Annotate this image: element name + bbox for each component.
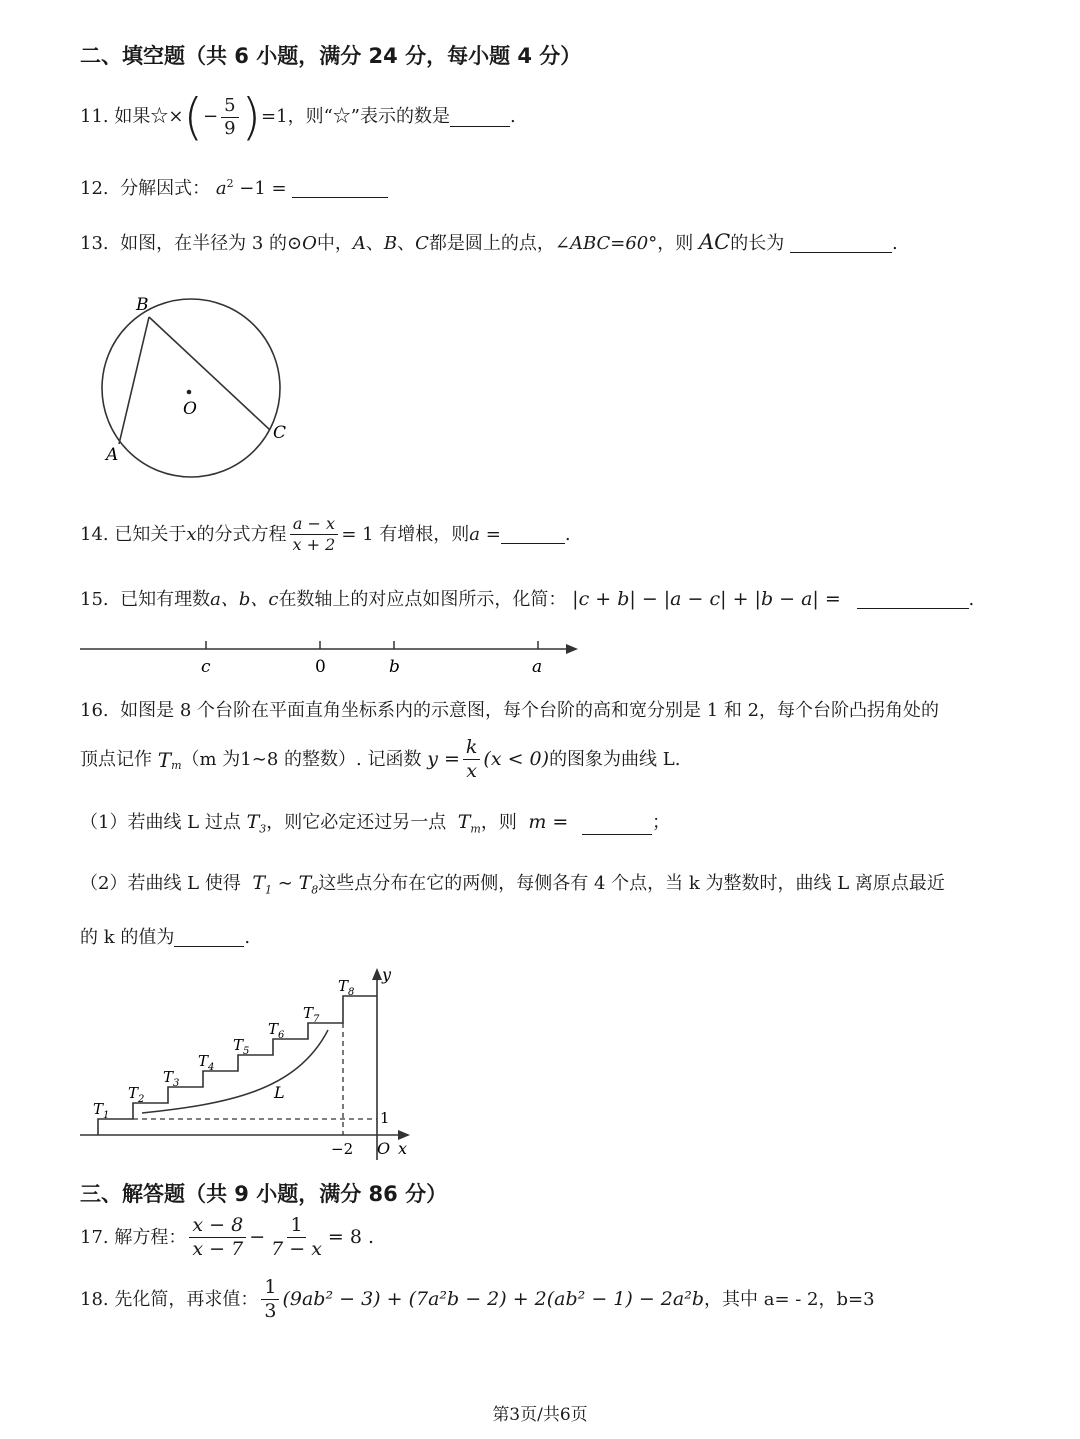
question-text: 的图象为曲线 L. — [549, 748, 681, 770]
subscript: 1 — [265, 883, 272, 897]
period: . — [244, 927, 251, 948]
question-text: 在数轴上的对应点如图所示，化简： — [278, 589, 567, 610]
label-t8: $T_8$ — [338, 977, 355, 998]
separator: 、 — [365, 233, 384, 254]
question-number: 12. — [80, 178, 109, 199]
question-13 — [80, 232, 898, 253]
tilde: ∼ — [277, 873, 293, 894]
page-footer: 第3页/共6页 — [492, 1405, 588, 1425]
label-t5: $T_5$ — [233, 1036, 250, 1057]
question-text: 都是圆上的点， — [428, 233, 555, 254]
minus-sign: − — [202, 106, 219, 127]
arrow-head — [566, 644, 578, 654]
math-var: O — [302, 233, 317, 254]
math-var: B — [383, 233, 398, 254]
math-expr: −1 = — [239, 178, 287, 199]
label-one: 1 — [380, 1109, 390, 1127]
question-text: ，则它必定还过另一点 — [266, 812, 447, 833]
question-text: =1，则“☆”表示的数是 — [261, 106, 450, 127]
section-3-heading: 三、解答题（共 9 小题，满分 86 分） — [80, 1182, 448, 1206]
question-17 — [80, 1216, 374, 1259]
equation-rhs: = 8 . — [327, 1226, 375, 1248]
question-text: 中， — [316, 233, 353, 254]
question-number: 14. — [80, 523, 109, 545]
label-curve-l: L — [274, 1083, 285, 1102]
label-t4: $T_4$ — [198, 1052, 215, 1073]
exponent: 2 — [226, 177, 234, 190]
question-16-line-1 — [80, 702, 939, 720]
label-origin: O — [377, 1139, 391, 1158]
label-c: c — [201, 657, 211, 677]
math-var: T — [157, 747, 172, 772]
question-text: 的分式方程 — [196, 523, 287, 545]
label-b: b — [389, 657, 400, 677]
math-var: A — [352, 233, 366, 254]
question-text: （1）若曲线 L 过点 — [80, 812, 241, 833]
question-text: 如图，在半径为 3 的⊙ — [120, 233, 303, 254]
number-line — [76, 632, 586, 682]
question-text: 如果☆× — [114, 106, 184, 127]
denominator: x — [466, 760, 478, 782]
question-16-part-1 — [80, 813, 670, 835]
denominator: 7 − x — [271, 1238, 322, 1260]
separator: 、 — [397, 233, 416, 254]
arc-label: AC — [699, 230, 731, 254]
subscript: m — [470, 822, 481, 836]
label-t6: $T_6$ — [268, 1020, 285, 1041]
math-var: m = — [528, 811, 569, 833]
question-16-part-2 — [80, 874, 945, 896]
math-var: T — [252, 872, 265, 894]
subscript: m — [171, 759, 182, 772]
y-axis-arrow — [372, 968, 382, 980]
numerator: k — [463, 738, 481, 760]
answer-blank[interactable] — [790, 234, 892, 253]
math-var: T — [246, 811, 260, 833]
fraction — [261, 1278, 279, 1321]
question-18 — [80, 1278, 875, 1321]
question-text: ，则 — [480, 812, 517, 833]
denominator: 3 — [264, 1300, 277, 1322]
math-vars: a、b、c — [210, 589, 279, 610]
segment-bc — [149, 317, 270, 430]
math-var: T — [298, 872, 312, 894]
label-b: B — [136, 295, 149, 315]
answer-blank[interactable] — [857, 590, 969, 609]
fraction — [290, 516, 339, 553]
label-t3: $T_3$ — [163, 1068, 180, 1089]
question-number: 13. — [80, 233, 109, 254]
question-text: 先化简，再求值： — [114, 1288, 259, 1310]
angle-expr: ∠ABC=60° — [554, 233, 658, 254]
answer-blank[interactable] — [174, 928, 244, 947]
question-text: 顶点记作 — [80, 748, 152, 770]
label-t7: $T_7$ — [303, 1004, 320, 1025]
left-paren: ( — [183, 88, 203, 146]
numerator: 5 — [221, 97, 238, 118]
question-number: 15. — [80, 589, 109, 610]
question-text: 解方程： — [114, 1226, 187, 1248]
abs-expression: |c + b| − |a − c| + |b − a| = — [572, 588, 841, 610]
math-var: x — [186, 523, 197, 545]
segment-ba — [119, 317, 149, 444]
answer-blank[interactable] — [450, 108, 510, 127]
label-t1: $T_1$ — [93, 1100, 110, 1121]
question-text: 已知有理数 — [120, 589, 211, 610]
minus-sign: − — [249, 1226, 266, 1248]
label-a: A — [106, 445, 119, 465]
question-text: 分解因式： — [120, 178, 211, 199]
circle-o — [102, 299, 280, 477]
denominator: x − 7 — [192, 1238, 244, 1260]
question-11 — [80, 88, 516, 146]
right-paren: ) — [241, 88, 262, 146]
label-t2: $T_2$ — [128, 1084, 145, 1105]
question-16-line-2 — [80, 738, 680, 781]
center-point-o — [187, 390, 192, 395]
function-lhs: y = — [427, 748, 460, 770]
arc-ac — [699, 230, 730, 254]
denominator: x + 2 — [292, 535, 336, 554]
label-zero: 0 — [315, 657, 326, 677]
question-text: （2）若曲线 L 使得 — [80, 873, 241, 894]
label-a: a — [532, 657, 543, 677]
period: . — [891, 233, 898, 254]
domain-condition: (x < 0) — [483, 748, 550, 770]
semicolon: ； — [652, 812, 671, 833]
label-x: x — [398, 1139, 408, 1158]
fraction — [189, 1216, 246, 1259]
staircase — [98, 996, 377, 1135]
answer-blank[interactable] — [501, 525, 565, 544]
math-var: T — [457, 811, 471, 833]
staircase-figure — [76, 964, 416, 1164]
numerator: x − 8 — [189, 1216, 246, 1238]
question-number: 18. — [80, 1288, 109, 1310]
numerator: 1 — [287, 1216, 305, 1238]
math-expression: (9ab² − 3) + (7a²b − 2) + 2(ab² − 1) − 2a²b — [282, 1288, 704, 1310]
label-minus-two: −2 — [331, 1140, 354, 1158]
question-12 — [80, 178, 388, 198]
question-text: ，其中 a= - 2，b=3 — [704, 1288, 875, 1310]
question-text: 已知关于 — [114, 523, 187, 545]
question-number: 11. — [80, 106, 109, 127]
subscript: 8 — [311, 883, 319, 897]
math-var: C — [415, 233, 429, 254]
question-14 — [80, 516, 571, 553]
subscript: 3 — [259, 822, 267, 836]
answer-blank[interactable] — [582, 816, 652, 835]
numerator: 1 — [261, 1278, 279, 1300]
fraction — [268, 1216, 325, 1259]
circle-figure — [90, 288, 300, 478]
period: . — [510, 106, 516, 127]
question-text: （m 为1∼8 的整数）. 记函数 — [181, 748, 422, 770]
label-c: C — [273, 423, 287, 443]
question-15 — [80, 590, 974, 609]
math-var: a — [215, 178, 227, 199]
question-text: 如图是 8 个台阶在平面直角坐标系内的示意图，每个台阶的高和宽分别是 1 和 2，每个台阶凸拐角处的 — [120, 700, 940, 721]
question-text: 的 k 的值为 — [80, 927, 175, 948]
question-number: 17. — [80, 1226, 109, 1248]
fraction — [221, 94, 238, 139]
answer-blank[interactable] — [292, 179, 388, 198]
label-y: y — [382, 965, 392, 984]
question-text: 的长为 — [730, 233, 785, 254]
question-text: ，则 — [657, 233, 694, 254]
period: . — [968, 589, 975, 610]
label-o: O — [183, 399, 197, 419]
fraction — [463, 738, 481, 781]
question-text: = 1 有增根，则 — [341, 523, 470, 545]
section-2-heading: 二、填空题（共 6 小题，满分 24 分，每小题 4 分） — [80, 44, 582, 68]
period: . — [564, 523, 571, 545]
question-number: 16. — [80, 700, 109, 721]
numerator: a − x — [290, 516, 338, 535]
denominator: 9 — [224, 117, 236, 139]
question-16-part-2-cont — [80, 928, 250, 947]
math-var: a = — [469, 523, 501, 545]
question-text: 这些点分布在它的两侧，每侧各有 4 个点，当 k 为整数时，曲线 L 离原点最近 — [318, 873, 945, 894]
